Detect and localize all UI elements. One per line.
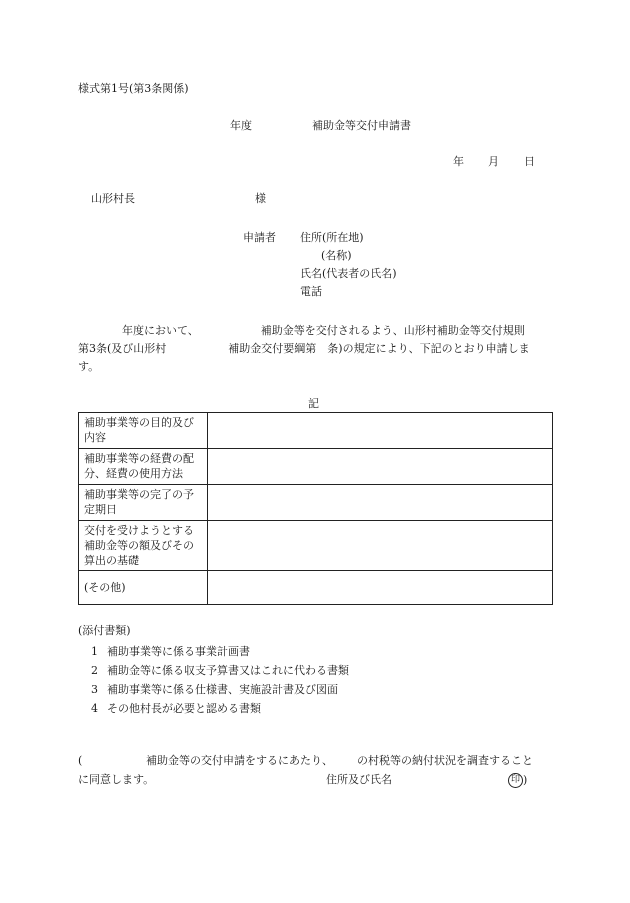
title-year-label: 年度 <box>230 119 252 132</box>
applicant-phone: 電話 <box>300 285 322 298</box>
consent-open-paren: ( <box>78 754 83 767</box>
item-text: 補助金等に係る収支予算書又はこれに代わる書類 <box>107 664 349 677</box>
item-text: その他村長が必要と認める書類 <box>107 702 261 715</box>
attachments-list <box>91 642 349 718</box>
row-label: 補助事業等の目的及び内容 <box>79 413 208 449</box>
body-line2-a: 第3条(及び山形村 <box>78 342 167 355</box>
item-number: 1 <box>91 645 98 658</box>
list-item <box>91 661 349 680</box>
applicant-representative: 氏名(代表者の氏名) <box>300 267 397 280</box>
addressee-honorific: 様 <box>255 192 266 205</box>
table-row <box>79 571 553 605</box>
date-year: 年 <box>453 155 464 168</box>
seal-icon: 印 <box>508 773 523 788</box>
seal-mark <box>508 773 527 788</box>
date-month: 月 <box>488 155 499 168</box>
table-row <box>79 413 553 449</box>
form-number: 様式第1号(第3条関係) <box>78 82 189 95</box>
ki-heading: 記 <box>308 397 319 410</box>
item-number: 2 <box>91 664 98 677</box>
consent-text-a: 補助金等の交付申請をするにあたり、 <box>146 754 333 767</box>
consent-text-b: の村税等の納付状況を調査すること <box>357 754 533 767</box>
consent-text-c: に同意します。 <box>78 773 155 786</box>
body-line1-b: 補助金等を交付されるよう、山形村補助金等交付規則 <box>260 324 525 337</box>
table-row <box>79 449 553 485</box>
row-value-field[interactable] <box>208 485 553 521</box>
item-number: 4 <box>91 702 98 715</box>
row-label: (その他) <box>79 571 208 605</box>
item-number: 3 <box>91 683 98 696</box>
row-value-field[interactable] <box>208 413 553 449</box>
table-row <box>79 521 553 571</box>
applicant-address: 住所(所在地) <box>300 231 364 244</box>
row-value-field[interactable] <box>208 521 553 571</box>
body-line2-b: 補助金交付要綱第 条)の規定により、下記のとおり申請しま <box>228 342 530 355</box>
addressee-name: 山形村長 <box>91 192 135 205</box>
applicant-label: 申請者 <box>243 231 276 244</box>
consent-close-paren: ) <box>523 773 528 787</box>
item-text: 補助事業等に係る仕様書、実施設計書及び図面 <box>107 683 338 696</box>
body-paragraph <box>78 322 553 376</box>
row-value-field[interactable] <box>208 449 553 485</box>
signature-label: 住所及び氏名 <box>326 773 392 786</box>
row-value-field[interactable] <box>208 571 553 605</box>
list-item <box>91 699 349 718</box>
date-day: 日 <box>524 155 535 168</box>
attachments-heading: (添付書類) <box>78 624 131 637</box>
table-row <box>79 485 553 521</box>
list-item <box>91 680 349 699</box>
applicant-entity-name: (名称) <box>321 249 352 262</box>
application-table <box>78 412 553 605</box>
page-title: 補助金等交付申請書 <box>312 119 411 132</box>
body-line1-a: 年度において、 <box>122 324 199 337</box>
item-text: 補助事業等に係る事業計画書 <box>107 645 250 658</box>
row-label: 交付を受けようとする補助金等の額及びその算出の基礎 <box>79 521 208 571</box>
row-label: 補助事業等の経費の配分、経費の使用方法 <box>79 449 208 485</box>
list-item <box>91 642 349 661</box>
row-label: 補助事業等の完了の予定期日 <box>79 485 208 521</box>
body-line3: す。 <box>78 360 100 373</box>
